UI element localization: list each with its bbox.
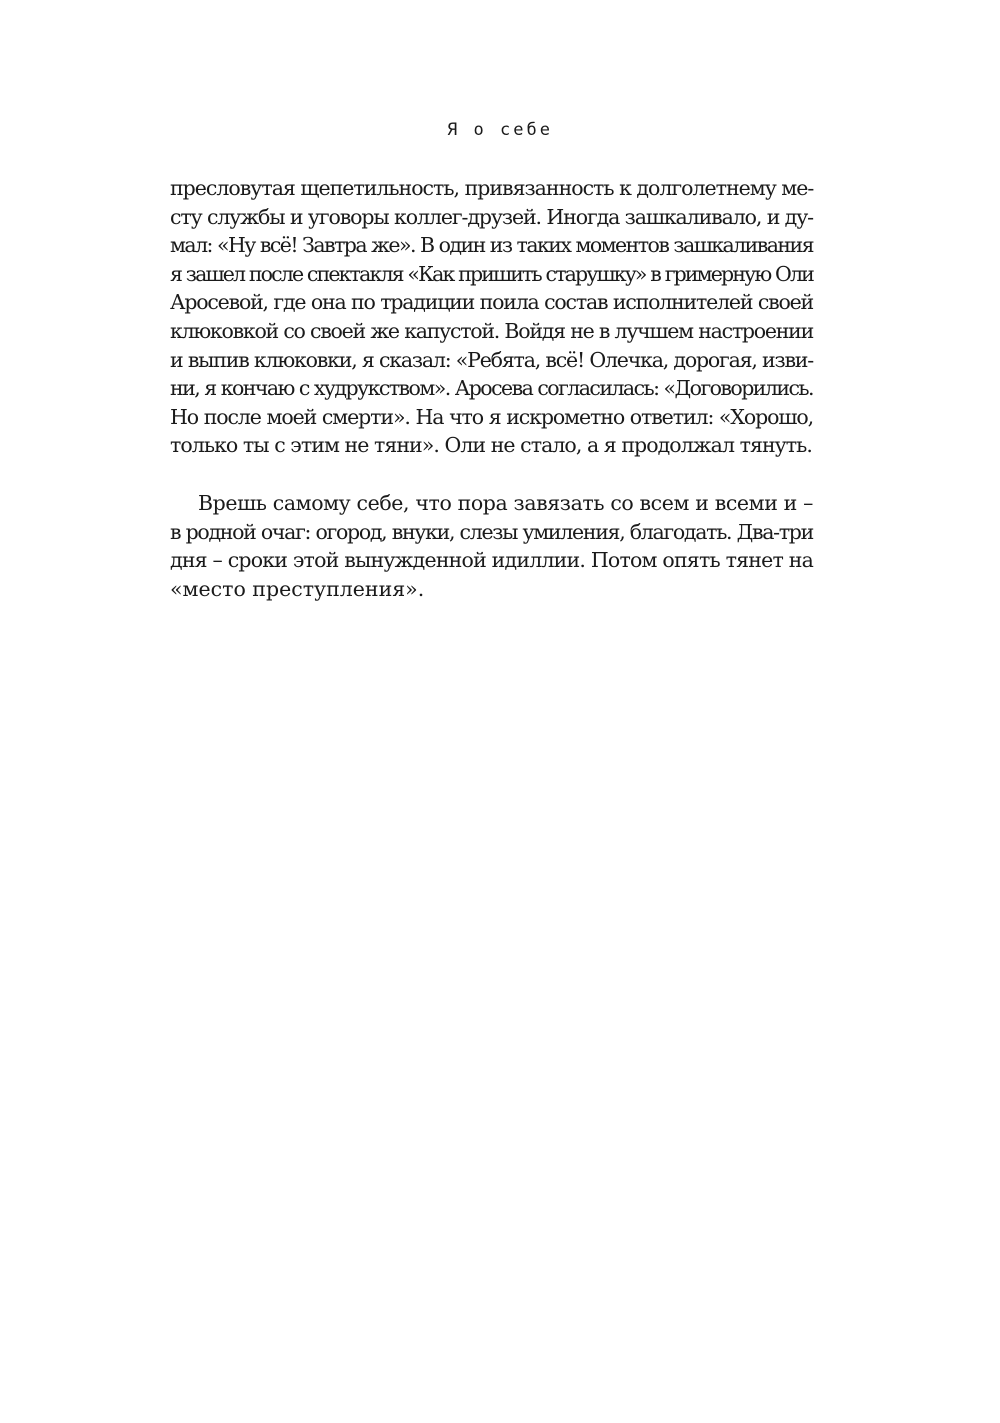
text-line: Но после моей смерти». На что я искрометно ответил: «Хорошо, bbox=[170, 404, 813, 429]
text-line: и выпив клюковки, я сказал: «Ребята, всё! Олечка, дорогая, изви- bbox=[170, 347, 813, 372]
text-line: только ты с этим не тяни». Оли не стало, а я продолжал тянуть. bbox=[170, 433, 812, 458]
text-line: Врешь самому себе, что пора завязать со всем и всеми и – bbox=[198, 490, 813, 515]
paragraph bbox=[170, 174, 813, 460]
text-line: клюковкой со своей же капустой. Войдя не в лучшем настроении bbox=[170, 318, 813, 343]
text-line: сту службы и уговоры коллег-друзей. Иногда зашкаливало, и ду- bbox=[170, 204, 813, 229]
paragraph bbox=[170, 489, 813, 603]
text-line: ни, я кончаю с худрукством». Аросева согласилась: «Договорились. bbox=[170, 376, 813, 401]
text-line: «место преступления». bbox=[170, 576, 425, 601]
text-line: я зашел после спектакля «Как пришить старушку» в гримерную Оли bbox=[170, 261, 813, 286]
text-line: пресловутая щепетильность, привязанность к долголетнему ме- bbox=[170, 176, 814, 200]
text-line: Аросевой, где она по традиции поила состав исполнителей своей bbox=[170, 290, 813, 315]
text-line: мал: «Ну всё! Завтра же». В один из таких моментов зашкаливания bbox=[170, 233, 813, 258]
text-line: в родной очаг: огород, внуки, слезы умиления, благодать. Два-три bbox=[170, 519, 813, 544]
running-head: Я о себе bbox=[447, 120, 553, 140]
text-line: дня – сроки этой вынужденной идиллии. Потом опять тянет на bbox=[170, 548, 813, 573]
body-text bbox=[170, 174, 813, 603]
